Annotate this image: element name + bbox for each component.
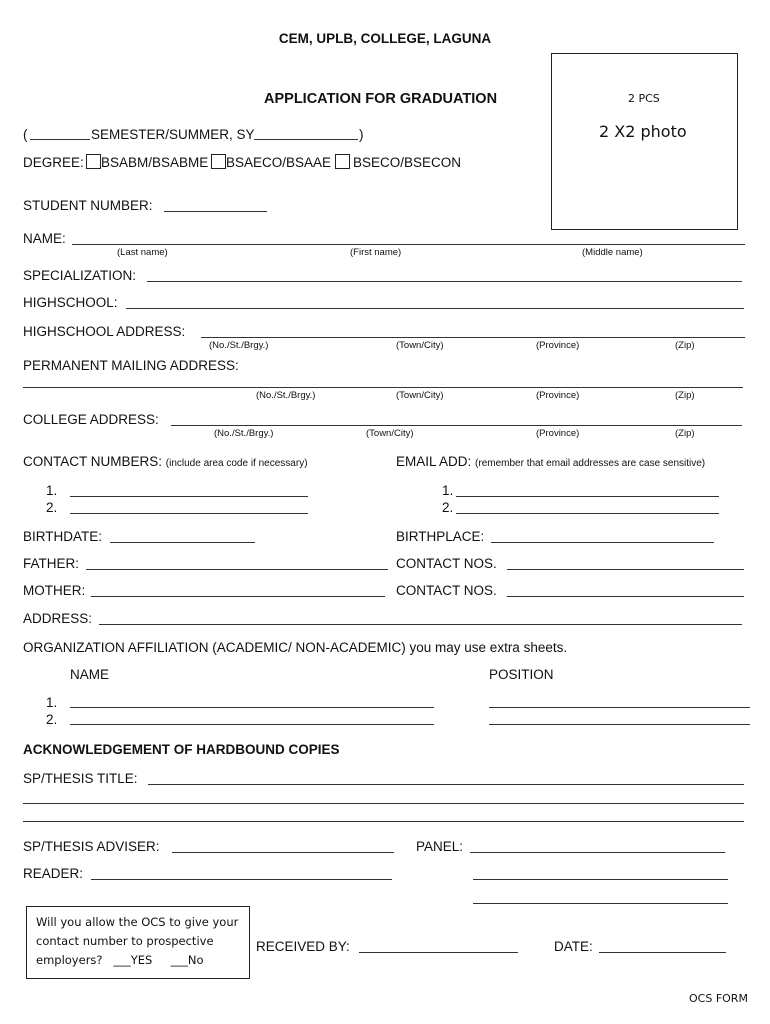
contact-numbers-note: (include area code if necessary) <box>165 458 308 469</box>
birthdate-field[interactable] <box>110 542 255 543</box>
student-number-field[interactable] <box>164 211 267 212</box>
father-label: FATHER: <box>23 556 80 571</box>
received-by-label: RECEIVED BY: <box>256 939 350 954</box>
organization-heading: ORGANIZATION AFFILIATION (ACADEMIC/ NON-ACADEMIC) you may use extra sheets. <box>23 640 568 655</box>
email-item-2-number: 2. <box>442 500 454 515</box>
email-item-1-number: 1. <box>442 483 454 498</box>
name-label: NAME: <box>23 231 66 246</box>
name-first-caption: (First name) <box>350 247 402 258</box>
perm-town-caption: (Town/City) <box>396 390 444 401</box>
highschool-field[interactable] <box>126 308 744 309</box>
photo-box <box>551 53 738 230</box>
photo-pcs: 2 PCS <box>628 92 660 105</box>
name-last-caption: (Last name) <box>117 247 168 258</box>
org-item-2-number: 2. <box>46 712 58 727</box>
mother-contact-field[interactable] <box>507 596 744 597</box>
checkbox-bsabm[interactable] <box>86 154 101 169</box>
permanent-address-field[interactable] <box>23 387 743 388</box>
consent-line-1: Will you allow the OCS to give your <box>36 915 239 929</box>
perm-street-caption: (No./St./Brgy.) <box>256 390 316 401</box>
highschool-address-field[interactable] <box>201 337 745 338</box>
date-field[interactable] <box>599 952 726 953</box>
degree-option-bsabm: BSABM/BSABME <box>101 155 209 170</box>
organization-position-header: POSITION <box>489 667 554 682</box>
reader-label: READER: <box>23 866 84 881</box>
email-note: (remember that email addresses are case sensitive) <box>475 458 706 469</box>
permanent-address-label: PERMANENT MAILING ADDRESS: <box>23 358 239 373</box>
hs-zip-caption: (Zip) <box>675 340 695 351</box>
student-number-label: STUDENT NUMBER: <box>23 198 153 213</box>
college-address-field[interactable] <box>171 425 742 426</box>
email-1-field[interactable] <box>456 496 719 497</box>
name-middle-caption: (Middle name) <box>582 247 643 258</box>
school-year-blank[interactable] <box>254 139 358 140</box>
contact-number-1-field[interactable] <box>70 496 308 497</box>
org-position-2-field[interactable] <box>489 724 750 725</box>
semester-close: ) <box>359 127 364 142</box>
thesis-adviser-label: SP/THESIS ADVISER: <box>23 839 160 854</box>
org-position-1-field[interactable] <box>489 707 750 708</box>
thesis-title-field-3[interactable] <box>23 821 744 822</box>
father-contact-label: CONTACT NOS. <box>396 556 497 571</box>
org-name-1-field[interactable] <box>70 707 434 708</box>
ocs-consent-box <box>26 906 250 979</box>
panel-field-3[interactable] <box>473 903 728 904</box>
col-street-caption: (No./St./Brgy.) <box>214 428 274 439</box>
email-2-field[interactable] <box>456 513 719 514</box>
college-address-label: COLLEGE ADDRESS: <box>23 412 159 427</box>
highschool-label: HIGHSCHOOL: <box>23 295 118 310</box>
form-title: APPLICATION FOR GRADUATION <box>264 91 498 107</box>
checkbox-bseco[interactable] <box>335 154 350 169</box>
col-town-caption: (Town/City) <box>366 428 414 439</box>
specialization-field[interactable] <box>147 281 742 282</box>
specialization-label: SPECIALIZATION: <box>23 268 137 283</box>
email-label <box>396 454 705 472</box>
institution-name: CEM, UPLB, COLLEGE, LAGUNA <box>278 31 492 46</box>
mother-field[interactable] <box>91 596 385 597</box>
contact-numbers-text: CONTACT NUMBERS: <box>23 454 163 469</box>
org-item-1-number: 1. <box>46 695 58 710</box>
org-name-2-field[interactable] <box>70 724 434 725</box>
contact-number-2-field[interactable] <box>70 513 308 514</box>
degree-label: DEGREE: <box>23 155 84 170</box>
consent-line-2: contact number to prospective <box>36 934 214 948</box>
semester-label: SEMESTER/SUMMER, SY <box>91 127 255 142</box>
birthdate-label: BIRTHDATE: <box>23 529 103 544</box>
form-code: OCS FORM <box>689 992 748 1005</box>
degree-option-bseco: BSECO/BSECON <box>353 155 462 170</box>
thesis-adviser-field[interactable] <box>172 852 394 853</box>
contact-item-2-number: 2. <box>46 500 58 515</box>
perm-zip-caption: (Zip) <box>675 390 695 401</box>
col-province-caption: (Province) <box>536 428 580 439</box>
email-text: EMAIL ADD: <box>396 454 472 469</box>
address-field[interactable] <box>99 624 742 625</box>
father-field[interactable] <box>86 569 388 570</box>
thesis-title-field-2[interactable] <box>23 803 744 804</box>
degree-option-bsaeco: BSAECO/BSAAE <box>226 155 332 170</box>
panel-field-1[interactable] <box>470 852 725 853</box>
thesis-title-field-1[interactable] <box>148 784 744 785</box>
acknowledgement-heading: ACKNOWLEDGEMENT OF HARDBOUND COPIES <box>23 742 340 757</box>
contact-numbers-label <box>23 454 308 472</box>
hs-province-caption: (Province) <box>536 340 580 351</box>
consent-line-3[interactable]: employers? ___YES ___No <box>36 953 204 967</box>
semester-open: ( <box>23 127 28 142</box>
date-label: DATE: <box>554 939 593 954</box>
father-contact-field[interactable] <box>507 569 744 570</box>
highschool-address-label: HIGHSCHOOL ADDRESS: <box>23 324 186 339</box>
perm-province-caption: (Province) <box>536 390 580 401</box>
contact-item-1-number: 1. <box>46 483 58 498</box>
checkbox-bsaeco[interactable] <box>211 154 226 169</box>
mother-contact-label: CONTACT NOS. <box>396 583 497 598</box>
received-by-field[interactable] <box>359 952 518 953</box>
reader-field[interactable] <box>91 879 392 880</box>
photo-label: 2 X2 photo <box>599 122 687 141</box>
address-label: ADDRESS: <box>23 611 93 626</box>
semester-blank[interactable] <box>30 139 90 140</box>
birthplace-field[interactable] <box>491 542 714 543</box>
name-field[interactable] <box>72 244 745 245</box>
panel-field-2[interactable] <box>473 879 728 880</box>
thesis-title-label: SP/THESIS TITLE: <box>23 771 138 786</box>
panel-label: PANEL: <box>416 839 464 854</box>
organization-name-header: NAME <box>70 667 110 682</box>
birthplace-label: BIRTHPLACE: <box>396 529 485 544</box>
hs-street-caption: (No./St./Brgy.) <box>209 340 269 351</box>
mother-label: MOTHER: <box>23 583 86 598</box>
hs-town-caption: (Town/City) <box>396 340 444 351</box>
col-zip-caption: (Zip) <box>675 428 695 439</box>
